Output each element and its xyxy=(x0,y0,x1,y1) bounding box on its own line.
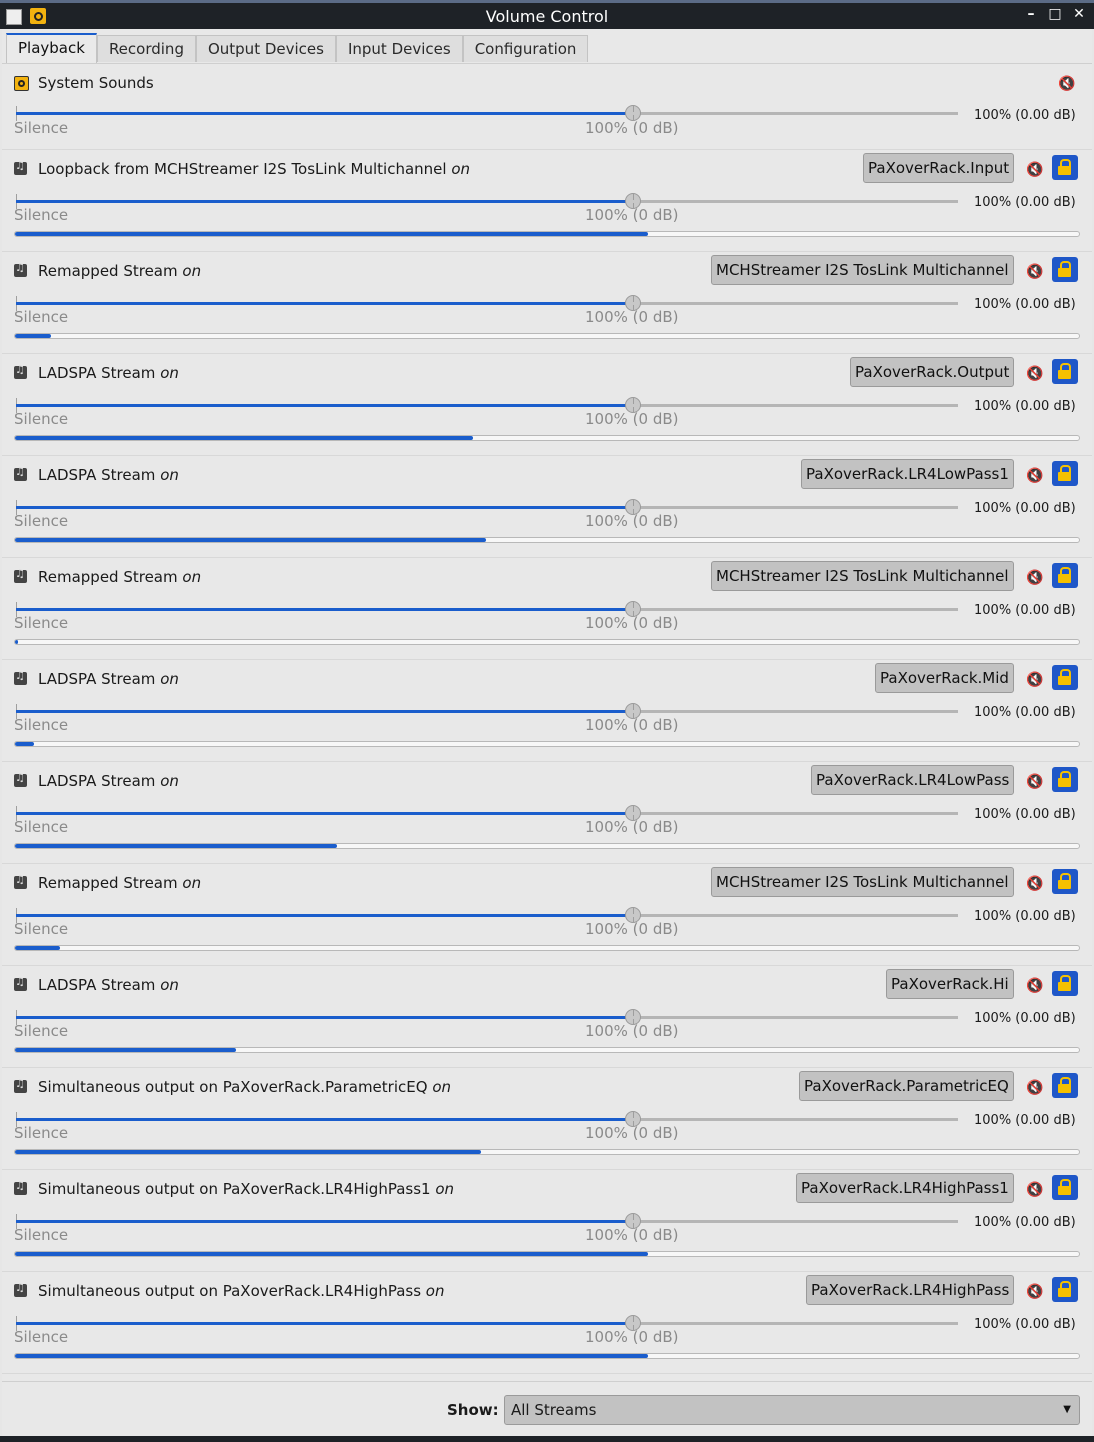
slider-tick xyxy=(633,806,634,812)
slider-tick xyxy=(16,106,17,112)
stream-app-icon xyxy=(14,876,27,889)
volume-slider-fill xyxy=(16,812,633,815)
peak-level-fill xyxy=(15,1354,648,1358)
slider-tick xyxy=(16,704,17,710)
slider-tick xyxy=(633,1316,634,1322)
stream-row xyxy=(2,864,1092,966)
mute-icon[interactable]: 🔇 xyxy=(1026,264,1044,280)
peak-level-meter xyxy=(14,843,1080,849)
stream-on-label: on xyxy=(160,772,179,790)
volume-value: 100% (0.00 dB) xyxy=(974,909,1076,924)
peak-level-fill xyxy=(15,742,34,746)
mute-icon[interactable]: 🔇 xyxy=(1058,76,1076,92)
stream-title xyxy=(38,364,179,382)
volume-slider[interactable] xyxy=(16,302,958,305)
volume-value: 100% (0.00 dB) xyxy=(974,1215,1076,1230)
tab-input-devices[interactable]: Input Devices xyxy=(336,35,463,62)
lock-channels-button[interactable] xyxy=(1052,155,1078,180)
stream-row xyxy=(2,1272,1092,1374)
peak-level-fill xyxy=(15,1252,648,1256)
tab-output-devices[interactable]: Output Devices xyxy=(196,35,336,62)
stream-name: Simultaneous output on PaXoverRack.LR4HighPass xyxy=(38,1282,422,1300)
stream-on-label: on xyxy=(182,568,202,586)
unity-label: 100% (0 dB) xyxy=(585,1328,679,1346)
bottom-bar xyxy=(2,1381,1092,1437)
peak-level-meter xyxy=(14,945,1080,951)
output-device-button[interactable]: MCHStreamer I2S TosLink Multichannel xyxy=(711,561,1014,591)
peak-level-fill xyxy=(15,538,486,542)
stream-system-sounds xyxy=(2,64,1092,150)
slider-tick xyxy=(16,1010,17,1016)
show-filter-value: All Streams xyxy=(511,1401,597,1419)
stream-app-icon xyxy=(14,366,27,379)
silence-label: Silence xyxy=(14,1022,69,1040)
output-device-button[interactable]: PaXoverRack.Hi xyxy=(886,969,1014,999)
peak-level-meter xyxy=(14,1251,1080,1257)
volume-value: 100% (0.00 dB) xyxy=(974,108,1076,123)
volume-slider[interactable] xyxy=(16,1220,958,1223)
lock-channels-button[interactable] xyxy=(1052,1175,1078,1200)
silence-label: Silence xyxy=(14,818,69,836)
volume-slider[interactable] xyxy=(16,812,958,815)
peak-level-fill xyxy=(15,844,337,848)
mute-icon[interactable]: 🔇 xyxy=(1026,774,1044,790)
stream-on-label: on xyxy=(425,1282,445,1300)
peak-level-meter xyxy=(14,1149,1080,1155)
peak-level-meter xyxy=(14,333,1080,339)
stream-list xyxy=(2,63,1092,1346)
window-bottom-border xyxy=(0,1436,1094,1442)
stream-title xyxy=(38,262,201,280)
stream-name: LADSPA Stream xyxy=(38,364,156,382)
peak-level-meter xyxy=(14,1353,1080,1359)
stream-on-label: on xyxy=(160,364,179,382)
volume-value: 100% (0.00 dB) xyxy=(974,1317,1076,1332)
slider-tick xyxy=(16,1214,17,1220)
stream-name: Remapped Stream xyxy=(38,262,178,280)
lock-channels-button[interactable] xyxy=(1052,1277,1078,1302)
stream-name: LADSPA Stream xyxy=(38,466,156,484)
peak-level-fill xyxy=(15,1048,236,1052)
tab-bar xyxy=(6,35,588,63)
volume-slider-fill xyxy=(16,914,633,917)
unity-label: 100% (0 dB) xyxy=(585,1226,679,1244)
stream-on-label: on xyxy=(451,160,471,178)
output-device-button[interactable]: PaXoverRack.LR4LowPass1 xyxy=(801,459,1014,489)
volume-slider[interactable] xyxy=(16,112,958,115)
slider-tick xyxy=(633,602,634,608)
stream-app-icon xyxy=(14,672,27,685)
unity-label: 100% (0 dB) xyxy=(585,410,679,428)
slider-tick xyxy=(633,106,634,112)
silence-label: Silence xyxy=(14,512,69,530)
volume-slider[interactable] xyxy=(16,1118,958,1121)
mute-icon[interactable]: 🔇 xyxy=(1026,366,1044,382)
slider-tick xyxy=(16,806,17,812)
mute-icon[interactable]: 🔇 xyxy=(1026,1182,1044,1198)
stream-title xyxy=(38,772,179,790)
output-device-button[interactable]: PaXoverRack.Output xyxy=(850,357,1014,387)
tab-configuration[interactable]: Configuration xyxy=(463,35,589,62)
stream-row xyxy=(2,150,1092,252)
output-device-button[interactable]: MCHStreamer I2S TosLink Multichannel xyxy=(711,255,1014,285)
slider-tick xyxy=(16,602,17,608)
stream-title xyxy=(38,1282,444,1300)
volume-value: 100% (0.00 dB) xyxy=(974,195,1076,210)
peak-level-fill xyxy=(15,334,51,338)
stream-app-icon xyxy=(14,570,27,583)
stream-title xyxy=(38,1078,451,1096)
volume-slider[interactable] xyxy=(16,200,958,203)
slider-tick xyxy=(16,500,17,506)
peak-level-fill xyxy=(15,640,18,644)
silence-label: Silence xyxy=(14,614,69,632)
volume-slider[interactable] xyxy=(16,710,958,713)
volume-slider-fill xyxy=(16,1016,633,1019)
tab-recording[interactable]: Recording xyxy=(97,35,196,62)
volume-slider-fill xyxy=(16,302,633,305)
silence-label: Silence xyxy=(14,1328,69,1346)
stream-name: Remapped Stream xyxy=(38,568,178,586)
peak-level-fill xyxy=(15,1150,481,1154)
slider-tick xyxy=(16,398,17,404)
stream-row xyxy=(2,1170,1092,1272)
volume-value: 100% (0.00 dB) xyxy=(974,399,1076,414)
volume-value: 100% (0.00 dB) xyxy=(974,501,1076,516)
volume-slider-fill xyxy=(16,1220,633,1223)
volume-value: 100% (0.00 dB) xyxy=(974,705,1076,720)
lock-channels-button[interactable] xyxy=(1052,461,1078,486)
mute-icon[interactable]: 🔇 xyxy=(1026,468,1044,484)
peak-level-meter xyxy=(14,741,1080,747)
stream-title xyxy=(38,670,179,688)
lock-channels-button[interactable] xyxy=(1052,665,1078,690)
mute-icon[interactable]: 🔇 xyxy=(1026,1284,1044,1300)
volume-slider[interactable] xyxy=(16,506,958,509)
stream-app-icon xyxy=(14,1182,27,1195)
slider-tick xyxy=(633,908,634,914)
slider-tick xyxy=(633,194,634,200)
volume-slider-fill xyxy=(16,112,633,115)
silence-label: Silence xyxy=(14,308,69,326)
mute-icon[interactable]: 🔇 xyxy=(1026,1080,1044,1096)
volume-value: 100% (0.00 dB) xyxy=(974,1011,1076,1026)
unity-label: 100% (0 dB) xyxy=(585,512,679,530)
volume-value: 100% (0.00 dB) xyxy=(974,1113,1076,1128)
unity-label: 100% (0 dB) xyxy=(585,308,679,326)
volume-slider-fill xyxy=(16,506,633,509)
minimize-button[interactable]: – xyxy=(1027,6,1035,22)
stream-title xyxy=(38,874,201,892)
stream-app-icon xyxy=(14,264,27,277)
peak-level-fill xyxy=(15,946,60,950)
silence-label: Silence xyxy=(14,119,69,137)
stream-row xyxy=(2,252,1092,354)
unity-label: 100% (0 dB) xyxy=(585,920,679,938)
peak-level-meter xyxy=(14,639,1080,645)
stream-row xyxy=(2,966,1092,1068)
stream-name: LADSPA Stream xyxy=(38,670,156,688)
stream-app-icon xyxy=(14,978,27,991)
maximize-button[interactable]: □ xyxy=(1048,6,1062,22)
show-filter-dropdown[interactable] xyxy=(504,1395,1080,1425)
stream-row xyxy=(2,354,1092,456)
slider-tick xyxy=(16,908,17,914)
volume-slider[interactable] xyxy=(16,1322,958,1325)
stream-app-icon xyxy=(14,1080,27,1093)
stream-app-icon xyxy=(14,1284,27,1297)
stream-row xyxy=(2,558,1092,660)
slider-tick xyxy=(16,1316,17,1322)
stream-on-label: on xyxy=(182,262,202,280)
stream-name: Simultaneous output on PaXoverRack.ParametricEQ xyxy=(38,1078,428,1096)
slider-tick xyxy=(633,1112,634,1118)
volume-slider[interactable] xyxy=(16,914,958,917)
volume-slider-fill xyxy=(16,608,633,611)
stream-title xyxy=(38,1180,454,1198)
volume-slider-fill xyxy=(16,200,633,203)
lock-channels-button[interactable] xyxy=(1052,1073,1078,1098)
stream-row xyxy=(2,762,1092,864)
stream-row xyxy=(2,1068,1092,1170)
output-device-button[interactable]: PaXoverRack.LR4HighPass xyxy=(806,1275,1014,1305)
stream-on-label: on xyxy=(435,1180,455,1198)
stream-on-label: on xyxy=(182,874,202,892)
stream-row xyxy=(2,456,1092,558)
peak-level-fill xyxy=(15,436,473,440)
lock-channels-button[interactable] xyxy=(1052,971,1078,996)
slider-tick xyxy=(633,398,634,404)
peak-level-meter xyxy=(14,537,1080,543)
stream-title xyxy=(38,160,470,178)
slider-tick xyxy=(16,1112,17,1118)
slider-tick xyxy=(16,296,17,302)
stream-app-icon xyxy=(14,468,27,481)
system-sounds-icon xyxy=(14,76,29,91)
silence-label: Silence xyxy=(14,410,69,428)
dropdown-arrow-icon: ▼ xyxy=(1063,1404,1071,1415)
volume-slider-fill xyxy=(16,1118,633,1121)
stream-on-label: on xyxy=(160,466,179,484)
unity-label: 100% (0 dB) xyxy=(585,1124,679,1142)
unity-label: 100% (0 dB) xyxy=(585,614,679,632)
window-title: Volume Control xyxy=(485,7,609,26)
peak-level-meter xyxy=(14,1047,1080,1053)
volume-slider-fill xyxy=(16,710,633,713)
stream-app-icon xyxy=(14,162,27,175)
peak-level-meter xyxy=(14,231,1080,237)
unity-label: 100% (0 dB) xyxy=(585,818,679,836)
slider-tick xyxy=(633,296,634,302)
mute-icon[interactable]: 🔇 xyxy=(1026,162,1044,178)
output-device-button[interactable]: PaXoverRack.ParametricEQ xyxy=(799,1071,1014,1101)
stream-name: Loopback from MCHStreamer I2S TosLink Multichannel xyxy=(38,160,447,178)
peak-level-fill xyxy=(15,232,648,236)
stream-name: LADSPA Stream xyxy=(38,772,156,790)
title-bar xyxy=(0,0,1094,29)
stream-name: LADSPA Stream xyxy=(38,976,156,994)
unity-label: 100% (0 dB) xyxy=(585,1022,679,1040)
unity-label: 100% (0 dB) xyxy=(585,716,679,734)
stream-name: Simultaneous output on PaXoverRack.LR4HighPass1 xyxy=(38,1180,431,1198)
silence-label: Silence xyxy=(14,1226,69,1244)
volume-value: 100% (0.00 dB) xyxy=(974,297,1076,312)
mute-icon[interactable]: 🔇 xyxy=(1026,672,1044,688)
tab-playback[interactable]: Playback xyxy=(6,33,97,63)
volume-value: 100% (0.00 dB) xyxy=(974,603,1076,618)
stream-title xyxy=(38,568,201,586)
slider-tick xyxy=(633,500,634,506)
silence-label: Silence xyxy=(14,1124,69,1142)
silence-label: Silence xyxy=(14,920,69,938)
output-device-button[interactable]: PaXoverRack.LR4LowPass xyxy=(811,765,1014,795)
lock-channels-button[interactable] xyxy=(1052,257,1078,282)
close-button[interactable]: ✕ xyxy=(1073,6,1085,22)
slider-tick xyxy=(633,1010,634,1016)
stream-title: System Sounds xyxy=(38,74,154,92)
stream-name: Remapped Stream xyxy=(38,874,178,892)
output-device-button[interactable]: PaXoverRack.Input xyxy=(863,153,1014,183)
peak-level-meter xyxy=(14,435,1080,441)
stream-on-label: on xyxy=(160,976,179,994)
slider-tick xyxy=(16,194,17,200)
lock-channels-button[interactable] xyxy=(1052,359,1078,384)
mute-icon[interactable]: 🔇 xyxy=(1026,876,1044,892)
output-device-button[interactable]: MCHStreamer I2S TosLink Multichannel xyxy=(711,867,1014,897)
output-device-button[interactable]: PaXoverRack.Mid xyxy=(875,663,1014,693)
stream-on-label: on xyxy=(432,1078,451,1096)
silence-label: Silence xyxy=(14,716,69,734)
volume-slider[interactable] xyxy=(16,1016,958,1019)
volume-slider-fill xyxy=(16,404,633,407)
stream-on-label: on xyxy=(160,670,179,688)
stream-title xyxy=(38,466,179,484)
slider-tick xyxy=(633,1214,634,1220)
stream-title xyxy=(38,976,179,994)
show-label: Show: xyxy=(447,1401,499,1419)
mute-icon[interactable]: 🔇 xyxy=(1026,978,1044,994)
lock-channels-button[interactable] xyxy=(1052,563,1078,588)
stream-row xyxy=(2,660,1092,762)
main-window xyxy=(2,29,1092,1436)
unity-label: 100% (0 dB) xyxy=(585,119,679,137)
mute-icon[interactable]: 🔇 xyxy=(1026,570,1044,586)
slider-tick xyxy=(633,704,634,710)
volume-value: 100% (0.00 dB) xyxy=(974,807,1076,822)
volume-slider-fill xyxy=(16,1322,633,1325)
unity-label: 100% (0 dB) xyxy=(585,206,679,224)
output-device-button[interactable]: PaXoverRack.LR4HighPass1 xyxy=(796,1173,1014,1203)
volume-slider[interactable] xyxy=(16,404,958,407)
lock-channels-button[interactable] xyxy=(1052,767,1078,792)
lock-channels-button[interactable] xyxy=(1052,869,1078,894)
stream-app-icon xyxy=(14,774,27,787)
volume-slider[interactable] xyxy=(16,608,958,611)
silence-label: Silence xyxy=(14,206,69,224)
